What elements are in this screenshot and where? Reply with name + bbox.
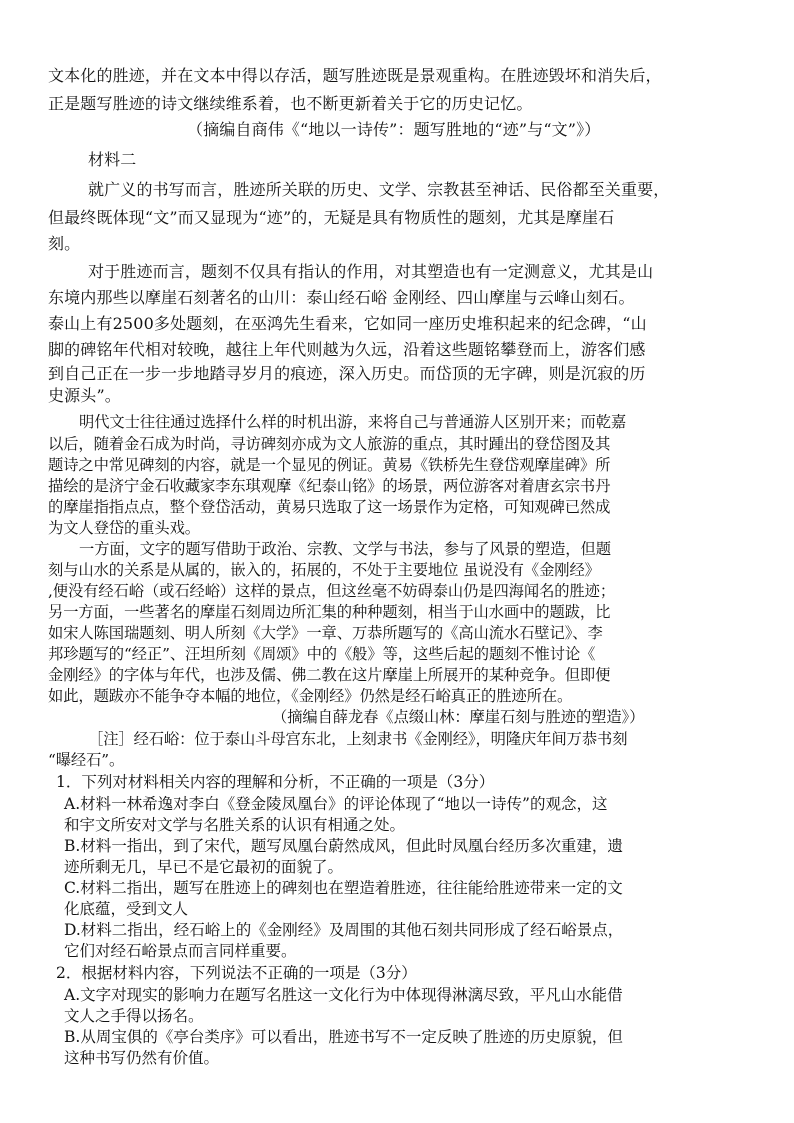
option-line: B.材料一指出，到了宋代，题写凤凰台蔚然成风，但此时凤凰台经历多次重建，遗	[64, 837, 623, 855]
text-line: 以后，随着金石成为时尚，寻访碑刻亦成为文人旅游的重点，其时踵出的登岱图及其	[48, 435, 611, 453]
option-line: 这种书写仍然有价值。	[64, 1049, 220, 1067]
text-line: 东境内那些以摩崖石刻著名的山川：泰山经石峪 金刚经、四山摩崖与云峰山刻石。	[48, 288, 635, 307]
text-line: 就广义的书写而言，胜迹所关联的历史、文学、宗教甚至神话、民俗都至关重要，	[88, 180, 670, 199]
text-line: 题诗之中常见碑刻的内容，就是一个显见的例证。黄易《铁桥先生登岱观摩崖碑》所	[48, 456, 611, 474]
text-line: 史源头”。	[48, 386, 121, 405]
text-line: 明代文士往往通过选择什么样的时机出游，来将自己与普通游人区别开来；而乾嘉	[79, 413, 627, 431]
section-heading: 材料二	[88, 150, 137, 169]
option-line: C.材料二指出，题写在胜迹上的碑刻也在塑造着胜迹，往往能给胜迹带来一定的文	[64, 879, 623, 897]
option-line: 它们对经石峪景点而言同样重要。	[64, 942, 297, 960]
source-citation: （摘编自商伟《“地以一诗传”：题写胜地的“迹”与“文”》）	[187, 120, 601, 139]
text-line: 邦珍题写的“经正”、汪坦所刻《周颂》中的《般》等，这些后起的题刻不惟讨论《	[48, 645, 596, 663]
text-line: 为文人登岱的重头戏。	[48, 519, 200, 537]
text-line: 文本化的胜迹，并在文本中得以存活，题写胜迹既是景观重构。在胜迹毁坏和消失后，	[48, 66, 662, 85]
option-line: 文人之手得以扬名。	[64, 1007, 204, 1025]
option-line: 迹所剩无几，早已不是它最初的面貌了。	[64, 858, 344, 876]
note-line: “曝经石”。	[48, 751, 125, 769]
text-line: 刻。	[48, 234, 81, 253]
option-line: B.从周宝俱的《亭台类序》可以看出，胜迹书写不一定反映了胜迹的历史原貌，但	[64, 1028, 623, 1046]
text-line: 如此，题跋亦不能争夺本幅的地位，《金刚经》仍然是经石峪真正的胜迹所在。	[48, 687, 573, 705]
question-2: 2．根据材料内容，下列说法不正确的一项是（3分）	[56, 964, 417, 982]
option-line: 和宇文所安对文学与名胜关系的认识有相通之处。	[64, 816, 406, 834]
text-line: 金刚经》的字体与年代，也涉及儒、佛二教在这片摩崖上所展开的某种竞争。但即便	[48, 666, 611, 684]
question-1: 1．下列对材料相关内容的理解和分析，不正确的一项是（3分）	[56, 773, 495, 791]
text-line: 如宋人陈国瑞题刻、明人所刻《大学》一章、万恭所题写的《高山流水石壁记》、李	[48, 624, 603, 642]
text-line: ,便没有经石峪（或石经峪）这样的景点，但这丝毫不妨碍泰山仍是四海闻名的胜迹；	[48, 582, 616, 600]
text-line: 但最终既体现“文”而又显现为“迹”的，无疑是具有物质性的题刻，尤其是摩崖石	[48, 208, 615, 227]
source-citation: （摘编自薛龙春《点缀山林：摩崖石刻与胜迹的塑造》）	[272, 708, 645, 726]
text-line: 对于胜迹而言，题刻不仅具有指认的作用，对其塑造也有一定测意义，尤其是山	[88, 262, 654, 281]
option-line: A.文字对现实的影响力在题写名胜这一文化行为中体现得淋漓尽致，平凡山水能借	[64, 986, 623, 1004]
text-line: 描绘的是济宁金石收藏家李东琪观摩《纪泰山铭》的场景，两位游客对着唐玄宗书丹	[48, 477, 611, 495]
text-line: 到自己正在一步一步地踏寻岁月的痕迹，深入历史。而岱顶的无字碑，则是沉寂的历	[48, 364, 646, 383]
text-line: 一方面，文字的题写借助于政治、宗教、文学与书法，参与了风景的塑造，但题	[79, 540, 611, 558]
note-line: ［注］经石峪：位于泰山斗母宫东北，上刻隶书《金刚经》，明隆庆年间万恭书刻	[88, 730, 628, 748]
text-line: 另一方面，一些著名的摩崖石刻周边所汇集的种种题刻，相当于山水画中的题跋，比	[48, 603, 611, 621]
text-line: 的摩崖指指点点，整个登岱活动，黄易只选取了这一场景作为定格，可知观碑已然成	[48, 498, 611, 516]
text-line: 脚的碑铭年代相对较晚，越往上年代则越为久远，沿着这些题铭攀登而上，游客们感	[48, 340, 646, 359]
option-line: D.材料二指出，经石峪上的《金刚经》及周围的其他石刻共同形成了经石峪景点，	[64, 921, 624, 939]
option-line: A.材料一林希逸对李白《登金陵凤凰台》的评论体现了“地以一诗传”的观念，这	[64, 795, 608, 813]
text-line: 刻与山水的关系是从属的，嵌入的，拓展的，不处于主要地位 虽说没有《金刚经》	[48, 561, 600, 579]
option-line: 化底蕴，受到文人	[64, 900, 189, 918]
text-line: 泰山上有2500多处题刻，在巫鸿先生看来，它如同一座历史堆积起来的纪念碑，“山	[48, 314, 647, 333]
text-line: 正是题写胜迹的诗文继续维系着，也不断更新着关于它的历史记忆。	[48, 94, 533, 113]
